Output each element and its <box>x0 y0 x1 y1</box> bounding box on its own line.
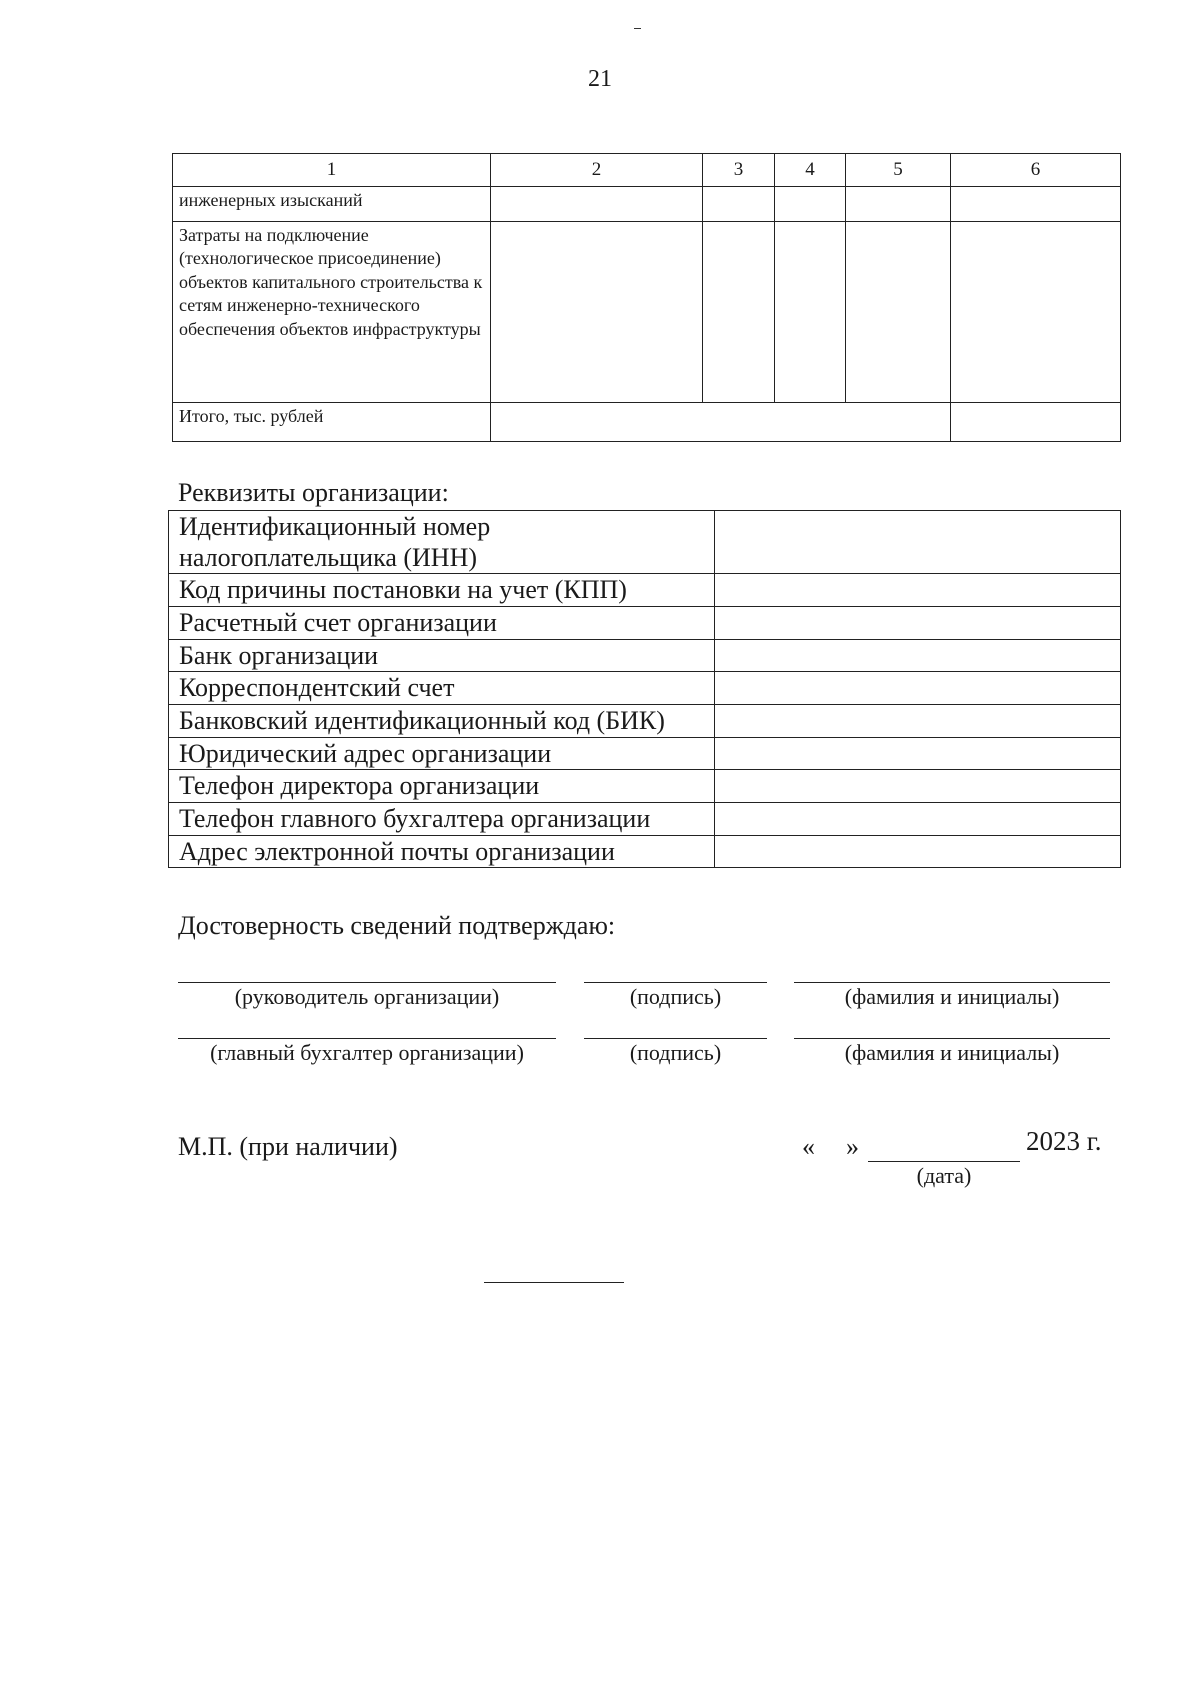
requisite-label <box>169 511 715 574</box>
table-cell[interactable] <box>703 222 775 403</box>
column-header: 6 <box>951 154 1121 187</box>
column-header: 1 <box>173 154 491 187</box>
cost-table <box>172 153 1121 442</box>
requisite-label: Адрес электронной почты организации <box>169 835 715 868</box>
director-signature-caption: (подпись) <box>629 984 722 1009</box>
requisite-value[interactable] <box>715 803 1121 836</box>
date-year: 2023 г. <box>1026 1126 1102 1156</box>
requisite-label: Код причины постановки на учет (КПП) <box>169 574 715 607</box>
requisite-row <box>169 835 1121 868</box>
accountant-role-line[interactable] <box>178 1038 556 1039</box>
requisite-label: Юридический адрес организации <box>169 737 715 770</box>
requisites-title: Реквизиты организации: <box>178 478 449 507</box>
accountant-signature-caption: (подпись) <box>629 1040 722 1065</box>
accountant-name-line[interactable] <box>794 1038 1110 1039</box>
accountant-role-caption: (главный бухгалтер организации) <box>210 1040 524 1065</box>
column-header: 2 <box>491 154 703 187</box>
requisite-value[interactable] <box>715 737 1121 770</box>
requisite-value[interactable] <box>715 607 1121 640</box>
table-cell[interactable] <box>775 222 846 403</box>
date-caption: (дата) <box>916 1163 972 1188</box>
requisite-value[interactable] <box>715 835 1121 868</box>
date-line[interactable] <box>868 1161 1020 1162</box>
requisite-label: Расчетный счет организации <box>169 607 715 640</box>
seal-note: М.П. (при наличии) <box>178 1132 398 1161</box>
requisite-value[interactable] <box>715 770 1121 803</box>
table-cell[interactable] <box>846 187 951 222</box>
date-close-quote: » <box>846 1132 859 1161</box>
requisite-row <box>169 574 1121 607</box>
table-row <box>173 187 1121 222</box>
table-cell[interactable] <box>775 187 846 222</box>
date-open-quote: « <box>802 1132 815 1161</box>
table-cell[interactable] <box>951 187 1121 222</box>
requisite-value[interactable] <box>715 639 1121 672</box>
requisites-table <box>168 510 1121 868</box>
cost-table-header-row <box>173 154 1121 187</box>
requisite-row <box>169 511 1121 574</box>
requisite-value[interactable] <box>715 705 1121 738</box>
director-name-caption: (фамилия и инициалы) <box>844 984 1060 1009</box>
column-header: 4 <box>775 154 846 187</box>
total-value[interactable] <box>491 403 951 442</box>
row-label: Затраты на подключение (технологическое присоединение) объектов капитального строительства к сетям инженерно-технического обеспечения объектов инфраструктуры <box>173 222 491 403</box>
requisite-row <box>169 639 1121 672</box>
total-label: Итого, тыс. рублей <box>173 403 491 442</box>
accountant-signature-line[interactable] <box>584 1038 767 1039</box>
scan-mark <box>634 28 641 29</box>
requisite-label: Банк организации <box>169 639 715 672</box>
requisite-value[interactable] <box>715 511 1121 574</box>
row-label: инженерных изысканий <box>173 187 491 222</box>
requisite-row <box>169 607 1121 640</box>
total-value-col6[interactable] <box>951 403 1121 442</box>
requisite-row <box>169 705 1121 738</box>
requisite-value[interactable] <box>715 672 1121 705</box>
column-header: 5 <box>846 154 951 187</box>
table-cell[interactable] <box>491 222 703 403</box>
confirmation-text: Достоверность сведений подтверждаю: <box>178 911 616 940</box>
requisite-label: Банковский идентификационный код (БИК) <box>169 705 715 738</box>
director-role-caption: (руководитель организации) <box>234 984 500 1009</box>
requisite-label: Корреспондентский счет <box>169 672 715 705</box>
page-number: 21 <box>588 66 612 92</box>
requisite-label: Телефон директора организации <box>169 770 715 803</box>
director-signature-line[interactable] <box>584 982 767 983</box>
requisite-label: Телефон главного бухгалтера организации <box>169 803 715 836</box>
table-cell[interactable] <box>491 187 703 222</box>
table-row <box>173 222 1121 403</box>
requisite-row <box>169 770 1121 803</box>
column-header: 3 <box>703 154 775 187</box>
requisite-label-text: Идентификационный номер налогоплательщика (ИНН) <box>179 512 491 572</box>
director-name-line[interactable] <box>794 982 1110 983</box>
requisite-row <box>169 803 1121 836</box>
requisite-row <box>169 672 1121 705</box>
director-role-line[interactable] <box>178 982 556 983</box>
requisite-value[interactable] <box>715 574 1121 607</box>
table-cell[interactable] <box>846 222 951 403</box>
table-cell[interactable] <box>951 222 1121 403</box>
end-divider <box>484 1282 624 1283</box>
accountant-name-caption: (фамилия и инициалы) <box>844 1040 1060 1065</box>
requisite-row <box>169 737 1121 770</box>
total-row <box>173 403 1121 442</box>
table-cell[interactable] <box>703 187 775 222</box>
